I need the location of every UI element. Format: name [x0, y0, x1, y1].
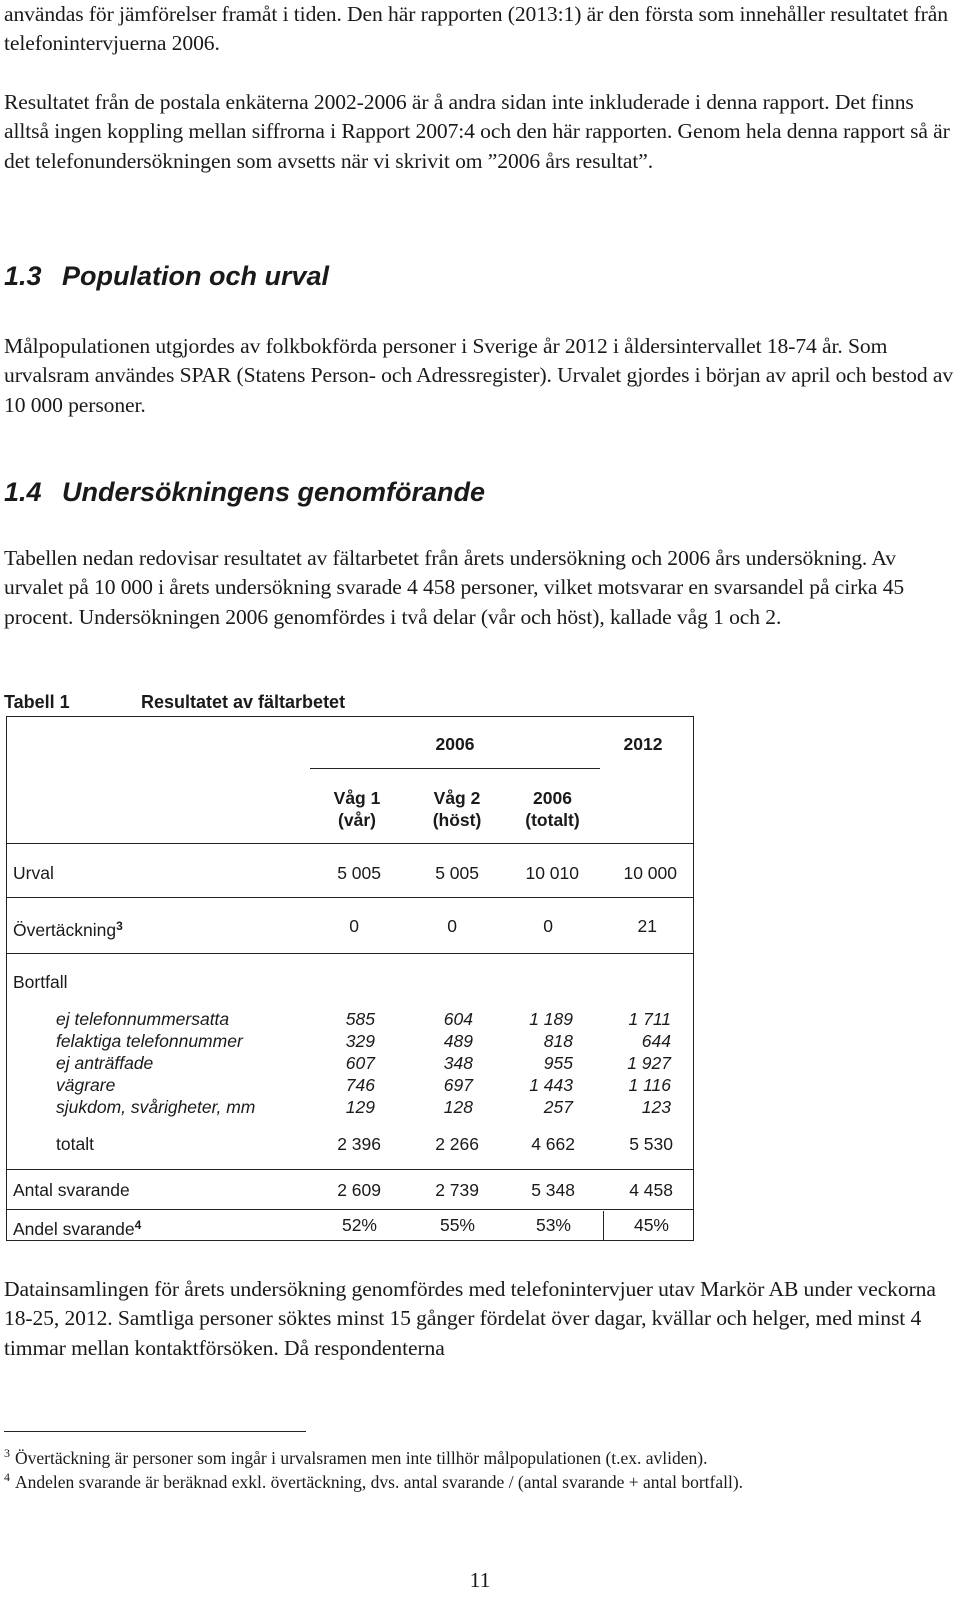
row-label-urval: Urval — [13, 863, 54, 883]
table-cell: 129 — [345, 1097, 375, 1117]
table-cell: 53% — [535, 1215, 571, 1235]
table-rule — [7, 843, 693, 844]
section-number: 1.4 — [4, 477, 42, 507]
table-cell: 123 — [641, 1097, 671, 1117]
table-rule — [7, 953, 693, 954]
table-cell: 2 396 — [337, 1134, 381, 1154]
subheader-vag1: Våg 1 (vår) — [333, 788, 381, 830]
table-cell: 4 458 — [629, 1180, 673, 1200]
table-cell: 818 — [543, 1031, 573, 1051]
section-heading-1-4 — [4, 476, 485, 508]
table-cell: 746 — [345, 1075, 375, 1095]
table-cell: 10 000 — [623, 863, 677, 883]
table-cell: 4 662 — [531, 1134, 575, 1154]
table-title: Resultatet av fältarbetet — [141, 692, 346, 712]
intro-paragraph-2: Resultatet från de postala enkäterna 2002-2006 är å andra sidan inte inkluderade i denna rapport. Det finns alltså ingen koppling mellan siffrorna i Rapport 2007:4 och den här rapporten. Genom hela denna rapport så är det telefonundersökningen som avsetts när vi skrivit om ”2006 års resultat”. — [4, 90, 950, 173]
table-cell: 604 — [443, 1009, 473, 1029]
table-cell: 489 — [443, 1031, 473, 1051]
bortfall-label: ej telefonnummersatta — [56, 1009, 230, 1029]
header-underline — [310, 768, 600, 769]
bortfall-label: ej anträffade — [56, 1053, 154, 1073]
table-column-rule — [603, 1211, 604, 1240]
table-cell: 5 348 — [531, 1180, 575, 1200]
bortfall-label: sjukdom, svårigheter, mm — [56, 1097, 256, 1117]
table-cell: 0 — [349, 916, 359, 936]
page-number: 11 — [469, 1568, 491, 1592]
table-cell: 348 — [443, 1053, 473, 1073]
footnote-4: $^4$ Andelen svarande är beräknad exkl. övertäckning, dvs. antal svarande / (antal svarande + antal bortfall). — [4, 1470, 744, 1492]
table-label: Tabell 1 — [4, 692, 70, 712]
bortfall-label: felaktiga telefonnummer — [56, 1031, 243, 1051]
subheader-2006-totalt: 2006 (totalt) — [525, 788, 580, 830]
table-cell: 955 — [543, 1053, 573, 1073]
section-title: Population och urval — [62, 261, 330, 291]
section-1-3-paragraph: Målpopulationen utgjordes av folkbokförda personer i Sverige år 2012 i åldersintervallet 18-74 år. Som urvalsram användes SPAR (Statens Person- och Adressregister). Urvalet gjordes i början av april och bestod av 10 000 personer. — [4, 334, 954, 417]
footnote-ref: 4 — [134, 1218, 142, 1232]
table-cell: 697 — [443, 1075, 473, 1095]
table-cell: 1 443 — [529, 1075, 573, 1095]
table-cell: 257 — [543, 1097, 573, 1117]
table-cell: 2 609 — [337, 1180, 381, 1200]
table-cell: 2 739 — [435, 1180, 479, 1200]
row-label-totalt: totalt — [56, 1134, 94, 1154]
row-label-overtackning: Övertäckning$^3$ — [13, 919, 123, 940]
table-cell: 45% — [633, 1215, 669, 1235]
table-cell: 1 116 — [628, 1075, 671, 1095]
table-rule — [7, 1209, 693, 1210]
header-year-2006: 2006 — [435, 734, 475, 754]
footnote-separator — [4, 1431, 306, 1432]
bortfall-label: vägrare — [56, 1075, 116, 1095]
table-cell: 5 005 — [337, 863, 381, 883]
footnote-3: $^3$ Övertäckning är personer som ingår i urvalsramen men inte tillhör målpopulationen (t.ex. avliden). — [4, 1446, 708, 1468]
table-cell: 585 — [345, 1009, 375, 1029]
table-cell: 52% — [341, 1215, 377, 1235]
footnote-ref: 3 — [116, 919, 123, 933]
table-cell: 607 — [345, 1053, 375, 1073]
table-cell: 10 010 — [525, 863, 579, 883]
table-cell: 21 — [637, 916, 657, 936]
table-cell: 329 — [345, 1031, 375, 1051]
row-label-antal-svarande: Antal svarande — [13, 1180, 130, 1200]
closing-paragraph: Datainsamlingen för årets undersökning genomfördes med telefonintervjuer utav Markör AB under veckorna 18-25, 2012. Samtliga personer söktes minst 15 gånger fördelat över dagar, kvällar och helger, med minst 4 timmar mellan kontaktförsöken. Då respondenterna — [4, 1277, 936, 1360]
header-year-2012: 2012 — [623, 734, 663, 754]
subheader-vag2: Våg 2 (höst) — [432, 788, 482, 830]
section-title: Undersökningens genomförande — [62, 477, 486, 507]
row-label-bortfall: Bortfall — [13, 972, 68, 992]
row-label-andel-svarande: Andel svarande$^4$ — [13, 1218, 142, 1239]
section-1-4-paragraph: Tabellen nedan redovisar resultatet av fältarbetet från årets undersökning och 2006 års undersökning. Av urvalet på 10 000 i årets undersökning svarade 4 458 personer, vilket motsvarar en svarsandel på cirka 45 procent. Undersökningen 2006 genomfördes i två delar (vår och höst), kallade våg 1 och 2. — [4, 546, 905, 629]
table-cell: 55% — [439, 1215, 475, 1235]
table-rule — [7, 1169, 693, 1170]
table-cell: 5 530 — [629, 1134, 673, 1154]
table-cell: 0 — [543, 916, 553, 936]
table-rule — [7, 897, 693, 898]
section-number: 1.3 — [4, 261, 42, 291]
section-heading-1-3 — [4, 260, 329, 292]
table-cell: 1 927 — [627, 1053, 671, 1073]
table-cell: 0 — [447, 916, 457, 936]
table-cell: 1 189 — [529, 1009, 573, 1029]
table-cell: 5 005 — [435, 863, 479, 883]
table-cell: 128 — [443, 1097, 473, 1117]
table-cell: 1 711 — [628, 1009, 671, 1029]
table-cell: 644 — [641, 1031, 671, 1051]
results-table — [6, 716, 694, 1241]
table-cell: 2 266 — [435, 1134, 479, 1154]
intro-paragraph-1: användas för jämförelser framåt i tiden. Den här rapporten (2013:1) är den första som innehåller resultatet från telefonintervjuerna 2006. — [4, 2, 948, 56]
